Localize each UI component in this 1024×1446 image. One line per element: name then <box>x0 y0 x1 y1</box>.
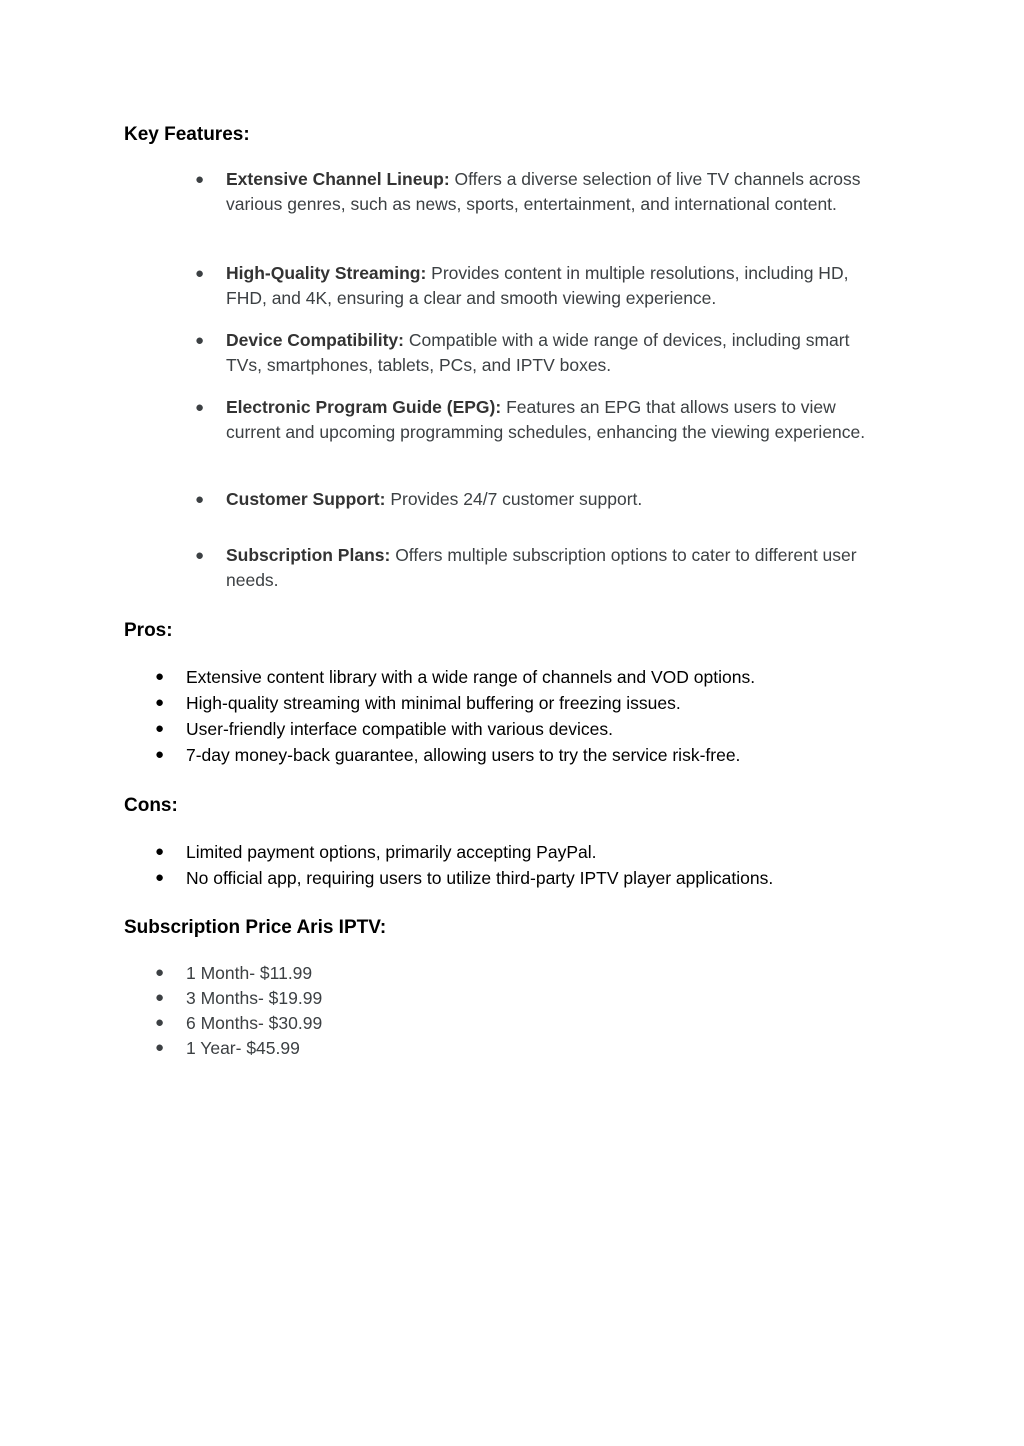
feature-item <box>195 167 875 242</box>
pros-item-text: Extensive content library with a wide range of channels and VOD options. <box>186 667 756 687</box>
bullet-icon: ● <box>155 843 165 860</box>
cons-heading: Cons: <box>124 795 178 816</box>
bullet-icon: ● <box>155 694 165 711</box>
feature-label: Device Compatibility: <box>226 330 404 350</box>
price-item-text: 1 Year- $45.99 <box>186 1038 300 1058</box>
feature-label: Extensive Channel Lineup: <box>226 169 450 189</box>
feature-description: Offers multiple subscription options to cater to different user needs. <box>226 545 857 590</box>
pros-item-text: User-friendly interface compatible with various devices. <box>186 719 613 739</box>
feature-item <box>195 543 875 593</box>
pricing-heading: Subscription Price Aris IPTV: <box>124 917 387 938</box>
price-item-text: 3 Months- $19.99 <box>186 988 323 1008</box>
bullet-icon: ● <box>195 547 205 564</box>
bullet-icon: ● <box>155 1039 165 1056</box>
feature-item <box>195 395 875 470</box>
feature-label: High-Quality Streaming: <box>226 263 427 283</box>
feature-label: Subscription Plans: <box>226 545 391 565</box>
pros-item-text: 7-day money-back guarantee, allowing users to try the service risk-free. <box>186 745 741 765</box>
feature-description: Compatible with a wide range of devices, including smart TVs, smartphones, tablets, PCs, and IPTV boxes. <box>226 330 850 375</box>
bullet-icon: ● <box>155 989 165 1006</box>
bullet-icon: ● <box>195 171 205 188</box>
feature-description: Offers a diverse selection of live TV channels across various genres, such as news, sports, entertainment, and international content. <box>226 169 861 214</box>
pros-item-text: High-quality streaming with minimal buffering or freezing issues. <box>186 693 681 713</box>
key-features-heading: Key Features: <box>124 124 250 145</box>
pros-heading: Pros: <box>124 620 173 641</box>
cons-item-text: Limited payment options, primarily accepting PayPal. <box>186 842 597 862</box>
price-item-text: 1 Month- $11.99 <box>186 963 313 983</box>
bullet-icon: ● <box>195 399 205 416</box>
feature-description: Features an EPG that allows users to view current and upcoming programming schedules, enhancing the viewing experience. <box>226 397 866 442</box>
cons-item-text: No official app, requiring users to utilize third-party IPTV player applications. <box>186 868 774 888</box>
feature-item <box>195 261 875 311</box>
feature-item <box>195 487 875 512</box>
bullet-icon: ● <box>155 869 165 886</box>
feature-description: Provides content in multiple resolutions, including HD, FHD, and 4K, ensuring a clear and smooth viewing experience. <box>226 263 849 308</box>
bullet-icon: ● <box>195 265 205 282</box>
bullet-icon: ● <box>155 720 165 737</box>
feature-label: Customer Support: <box>226 489 386 509</box>
bullet-icon: ● <box>155 746 165 763</box>
feature-item <box>195 328 875 378</box>
price-item-text: 6 Months- $30.99 <box>186 1013 323 1033</box>
bullet-icon: ● <box>195 491 205 508</box>
feature-label: Electronic Program Guide (EPG): <box>226 397 502 417</box>
feature-description: Provides 24/7 customer support. <box>385 489 643 509</box>
bullet-icon: ● <box>195 332 205 349</box>
bullet-icon: ● <box>155 668 165 685</box>
bullet-icon: ● <box>155 964 165 981</box>
bullet-icon: ● <box>155 1014 165 1031</box>
